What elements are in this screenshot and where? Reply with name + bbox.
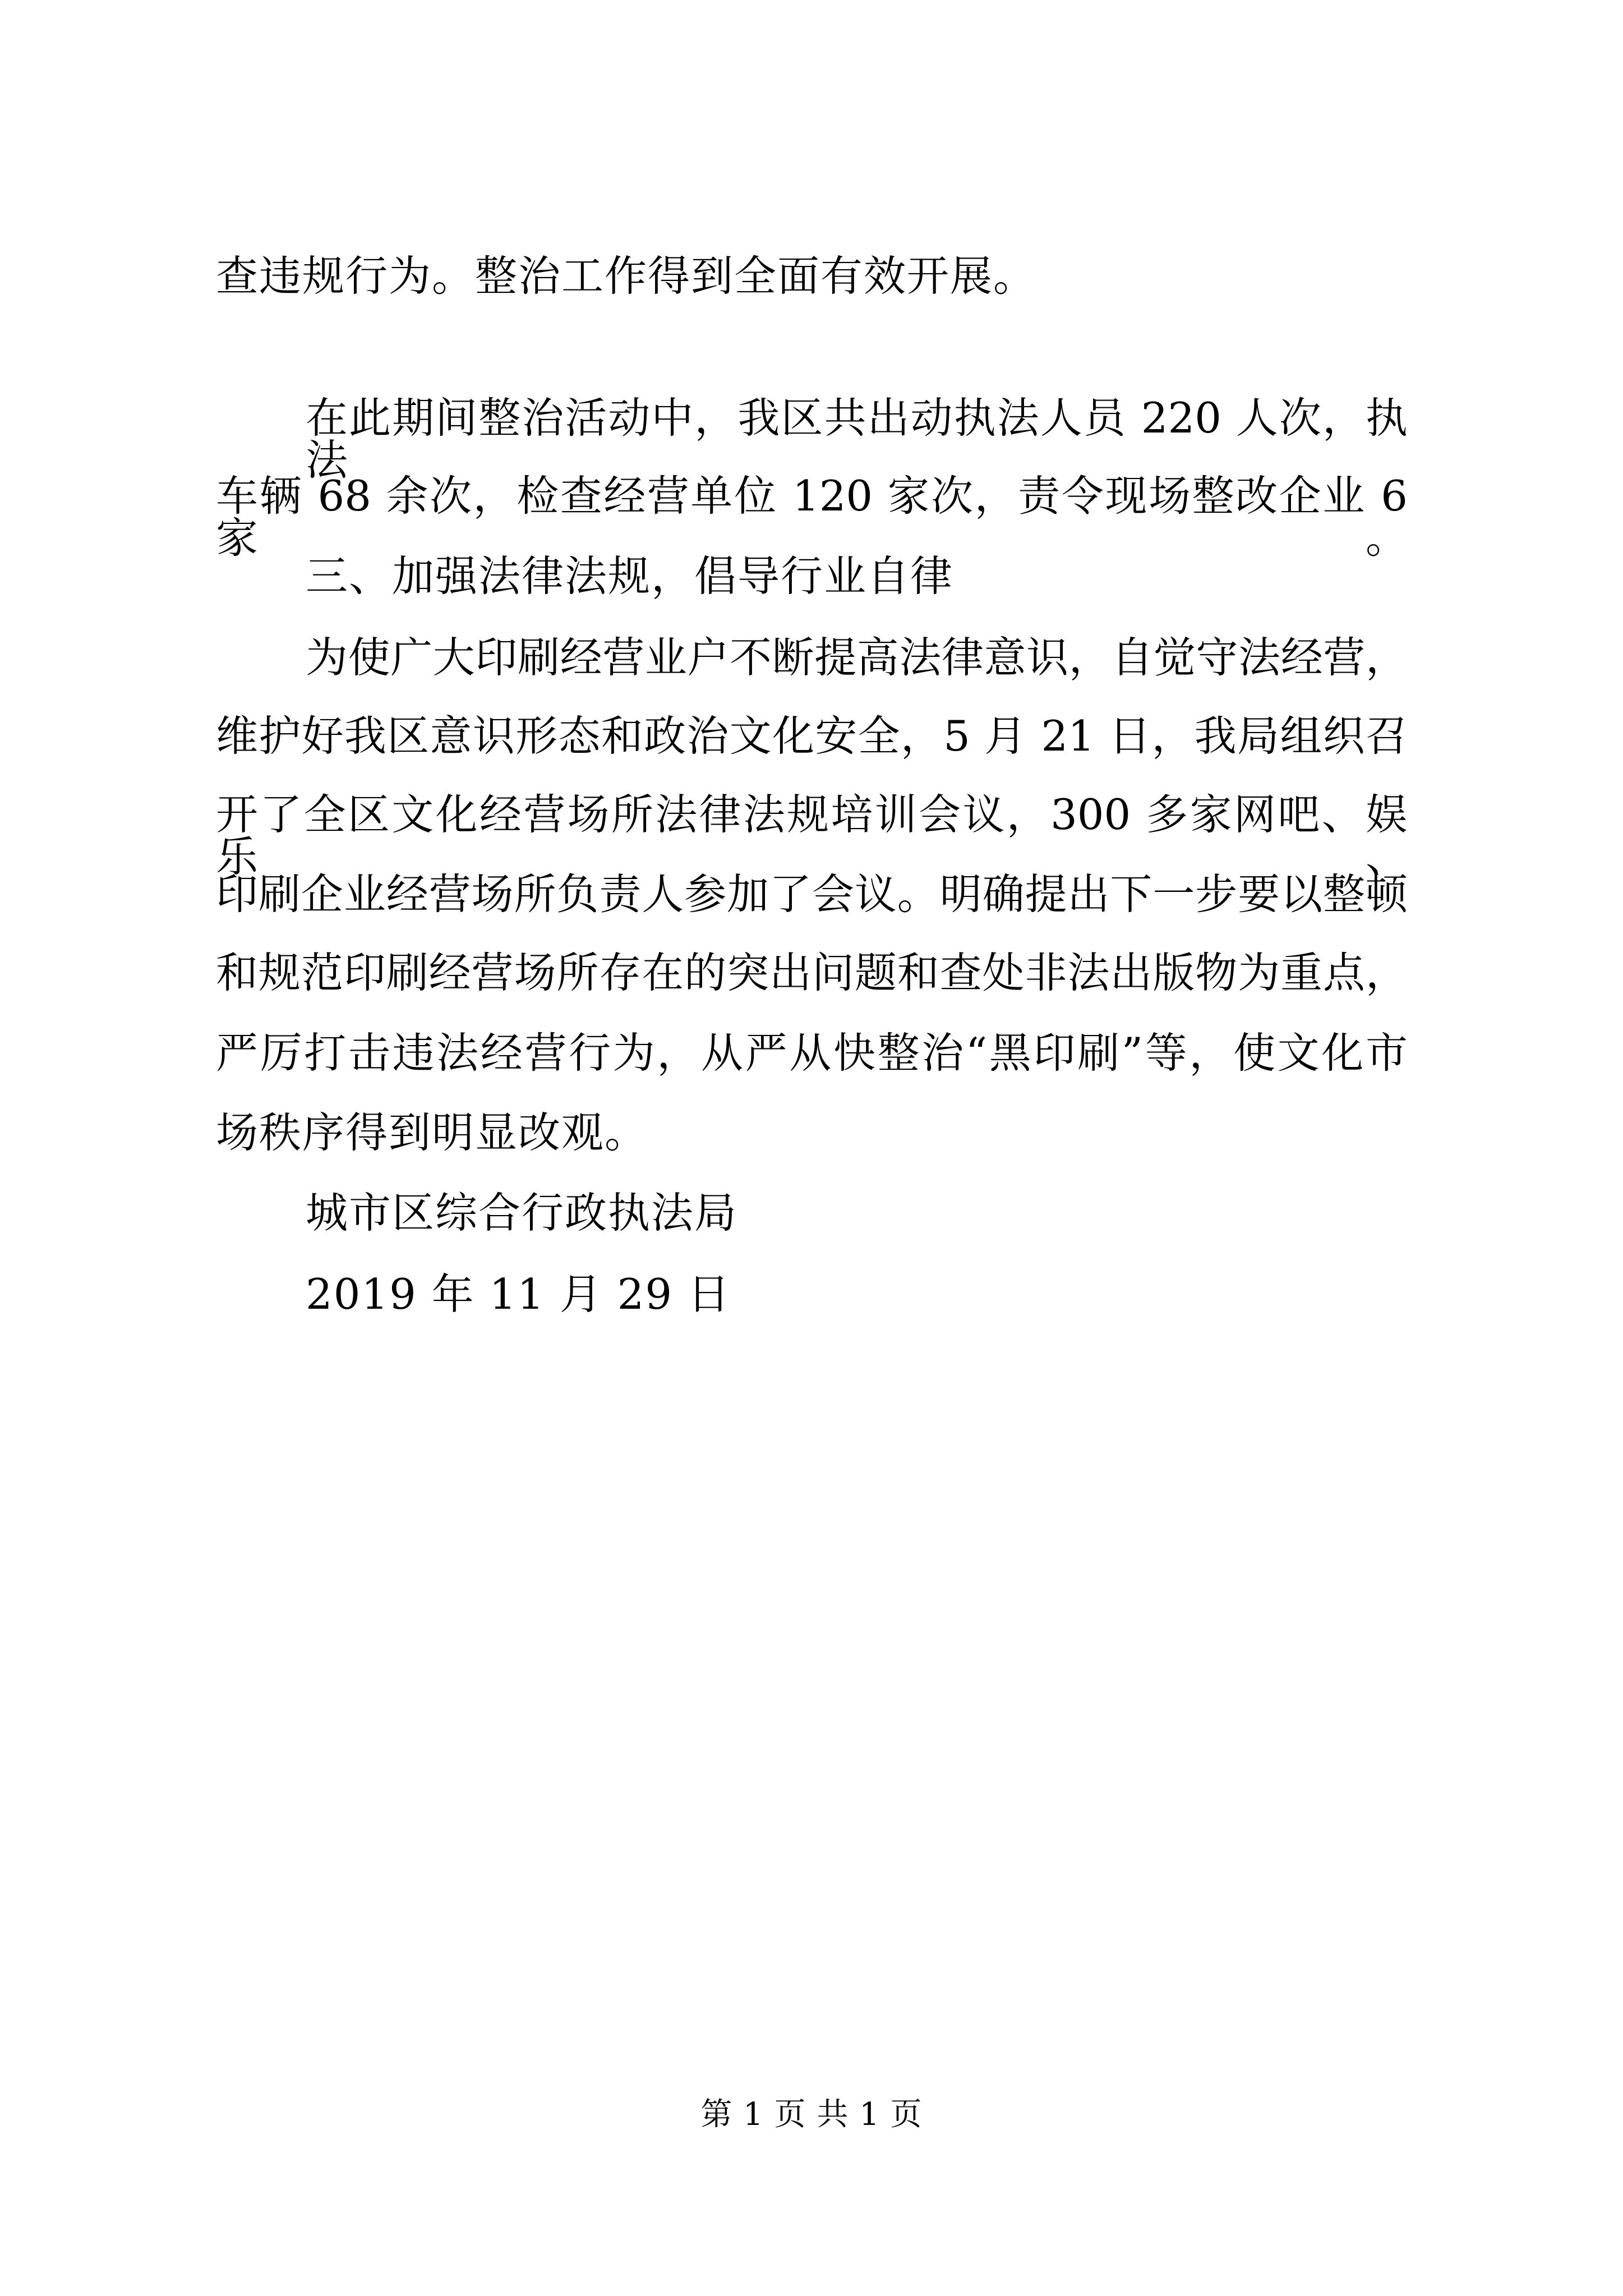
text-line: 查违规行为。整治工作得到全面有效开展。 bbox=[216, 251, 1037, 301]
signature-organization: 城市区综合行政执法局 bbox=[306, 1188, 738, 1237]
signature-date: 2019 年 11 月 29 日 bbox=[306, 1269, 731, 1319]
text-line: 和规范印刷经营场所存在的突出问题和查处非法出版物为重点， bbox=[216, 948, 1408, 997]
text-line: 印刷企业经营场所负责人参加了会议。明确提出下一步要以整顿 bbox=[216, 869, 1408, 919]
page-footer: 第 1 页 共 1 页 bbox=[700, 2096, 923, 2133]
text-line: 严厉打击违法经营行为，从严从快整治“黑印刷”等，使文化市 bbox=[216, 1028, 1408, 1078]
text-line: 开了全区文化经营场所法律法规培训会议，300 多家网吧、娱乐、 bbox=[216, 790, 1408, 881]
text-line: 为使广大印刷经营业户不断提高法律意识，自觉守法经营， bbox=[306, 633, 1408, 682]
section-heading: 三、加强法律法规，倡导行业自律 bbox=[306, 551, 954, 601]
text-line: 在此期间整治活动中，我区共出动执法人员 220 人次，执法 bbox=[306, 393, 1408, 485]
text-line: 维护好我区意识形态和政治文化安全，5 月 21 日，我局组织召 bbox=[216, 711, 1408, 761]
text-line: 场秩序得到明显改观。 bbox=[216, 1108, 648, 1157]
text-line: 车辆 68 余次，检查经营单位 120 家次，责令现场整改企业 6 家。 bbox=[216, 471, 1408, 563]
